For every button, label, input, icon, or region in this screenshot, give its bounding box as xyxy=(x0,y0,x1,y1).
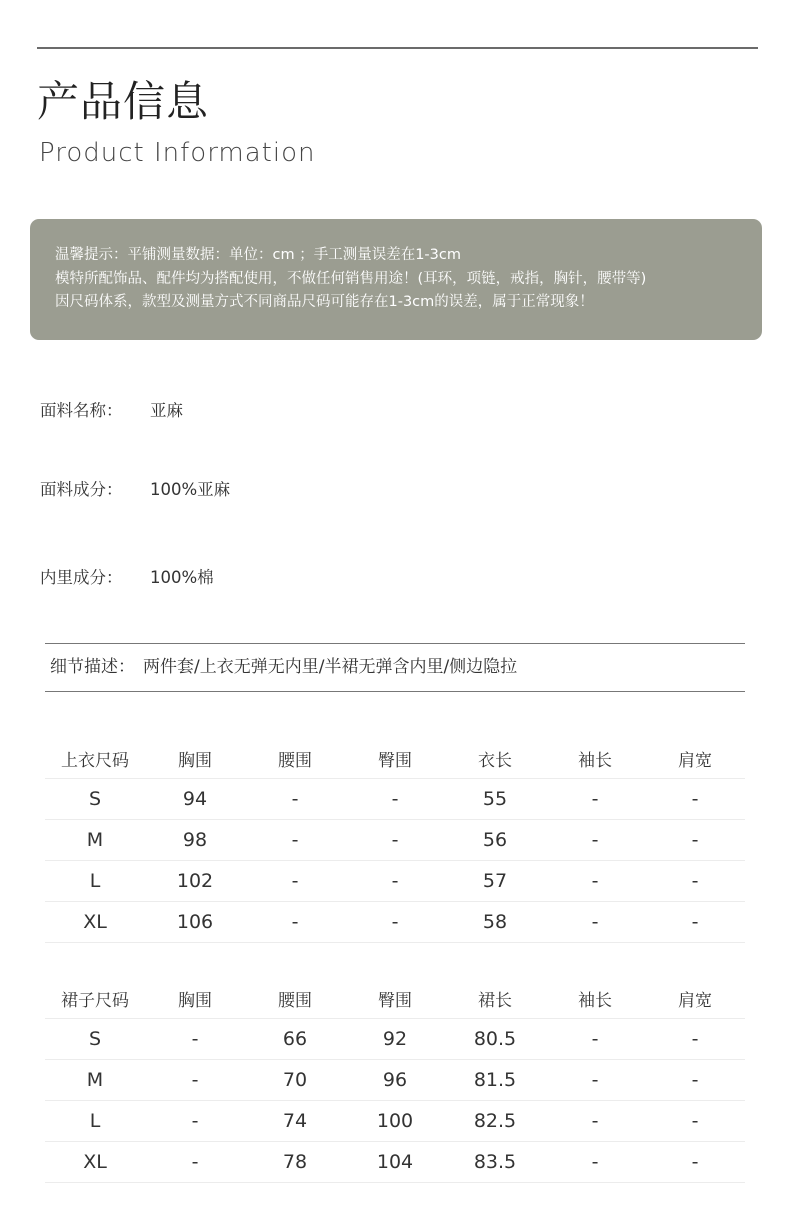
table-header-row xyxy=(45,738,745,779)
table-row xyxy=(45,902,745,943)
table-cell: XL xyxy=(45,1142,145,1183)
table-cell: 56 xyxy=(445,820,545,861)
table-cell: - xyxy=(245,779,345,820)
detail-top-divider xyxy=(45,643,745,644)
table-cell: S xyxy=(45,1019,145,1060)
table-cell: 83.5 xyxy=(445,1142,545,1183)
table-cell: 57 xyxy=(445,861,545,902)
table-cell: 98 xyxy=(145,820,245,861)
column-header: 裙长 xyxy=(445,978,545,1019)
table-cell: - xyxy=(645,820,745,861)
table-row xyxy=(45,779,745,820)
table-cell: 92 xyxy=(345,1019,445,1060)
table-row xyxy=(45,1142,745,1183)
table-row xyxy=(45,861,745,902)
notice-line: 因尺码体系，款型及测量方式不同商品尺码可能存在1-3cm的误差，属于正常现象！ xyxy=(55,294,594,310)
table-cell: 66 xyxy=(245,1019,345,1060)
table-cell: - xyxy=(545,1060,645,1101)
table-cell: - xyxy=(545,779,645,820)
notice-line: 温馨提示：平铺测量数据：单位：cm ；手工测量误差在1-3cm xyxy=(55,247,461,263)
lining-composition-value: 100%棉 xyxy=(150,568,214,587)
column-header: 胸围 xyxy=(145,738,245,779)
table-cell: - xyxy=(345,902,445,943)
column-header: 袖长 xyxy=(545,738,645,779)
column-header: 肩宽 xyxy=(645,978,745,1019)
table-cell: - xyxy=(245,820,345,861)
table-row xyxy=(45,1060,745,1101)
table-cell: - xyxy=(645,1060,745,1101)
table-cell: - xyxy=(645,902,745,943)
table-cell: - xyxy=(545,861,645,902)
lining-composition-label: 内里成分： xyxy=(40,568,123,587)
table-cell: - xyxy=(245,902,345,943)
table-cell: - xyxy=(645,1019,745,1060)
top-size-table xyxy=(45,738,745,943)
column-header: 袖长 xyxy=(545,978,645,1019)
column-header: 臀围 xyxy=(345,978,445,1019)
table-row xyxy=(45,1101,745,1142)
table-header-row xyxy=(45,978,745,1019)
table-row xyxy=(45,820,745,861)
column-header: 衣长 xyxy=(445,738,545,779)
table-cell: - xyxy=(345,779,445,820)
table-cell: - xyxy=(645,1142,745,1183)
fabric-name-label: 面料名称： xyxy=(40,401,123,420)
table-cell: - xyxy=(645,861,745,902)
table-cell: S xyxy=(45,779,145,820)
column-header: 上衣尺码 xyxy=(45,738,145,779)
table-row xyxy=(45,1019,745,1060)
table-cell: - xyxy=(345,820,445,861)
table-cell: 81.5 xyxy=(445,1060,545,1101)
table-cell: 100 xyxy=(345,1101,445,1142)
table-cell: 104 xyxy=(345,1142,445,1183)
table-cell: M xyxy=(45,1060,145,1101)
column-header: 胸围 xyxy=(145,978,245,1019)
table-cell: - xyxy=(645,779,745,820)
detail-bottom-divider xyxy=(45,691,745,692)
column-header: 腰围 xyxy=(245,738,345,779)
table-cell: L xyxy=(45,1101,145,1142)
table-cell: - xyxy=(645,1101,745,1142)
table-cell: L xyxy=(45,861,145,902)
table-cell: XL xyxy=(45,902,145,943)
table-cell: - xyxy=(545,1019,645,1060)
table-cell: - xyxy=(545,902,645,943)
detail-label: 细节描述： xyxy=(50,657,135,677)
table-cell: 106 xyxy=(145,902,245,943)
column-header: 肩宽 xyxy=(645,738,745,779)
table-cell: - xyxy=(145,1142,245,1183)
table-cell: - xyxy=(545,1142,645,1183)
table-cell: - xyxy=(145,1019,245,1060)
page-subtitle: Product Information xyxy=(39,138,316,168)
table-cell: 74 xyxy=(245,1101,345,1142)
table-cell: - xyxy=(545,1101,645,1142)
fabric-composition-value: 100%亚麻 xyxy=(150,480,231,499)
table-cell: M xyxy=(45,820,145,861)
table-cell: 102 xyxy=(145,861,245,902)
table-cell: - xyxy=(245,861,345,902)
fabric-name-value: 亚麻 xyxy=(150,401,183,420)
notice-box xyxy=(30,219,762,340)
table-cell: 94 xyxy=(145,779,245,820)
table-cell: - xyxy=(145,1060,245,1101)
table-cell: - xyxy=(145,1101,245,1142)
detail-value: 两件套/上衣无弹无内里/半裙无弹含内里/侧边隐拉 xyxy=(143,657,518,677)
table-cell: 78 xyxy=(245,1142,345,1183)
table-cell: - xyxy=(345,861,445,902)
table-cell: 80.5 xyxy=(445,1019,545,1060)
top-divider xyxy=(37,47,758,49)
detail-row xyxy=(50,655,517,679)
column-header: 腰围 xyxy=(245,978,345,1019)
table-cell: 70 xyxy=(245,1060,345,1101)
table-cell: 96 xyxy=(345,1060,445,1101)
skirt-size-table xyxy=(45,978,745,1183)
table-cell: - xyxy=(545,820,645,861)
table-cell: 55 xyxy=(445,779,545,820)
fabric-composition-label: 面料成分： xyxy=(40,480,123,499)
page-title: 产品信息 xyxy=(37,77,210,126)
column-header: 裙子尺码 xyxy=(45,978,145,1019)
column-header: 臀围 xyxy=(345,738,445,779)
notice-line: 模特所配饰品、配件均为搭配使用，不做任何销售用途！(耳环，项链，戒指，胸针，腰带等) xyxy=(55,270,647,287)
table-cell: 82.5 xyxy=(445,1101,545,1142)
table-cell: 58 xyxy=(445,902,545,943)
